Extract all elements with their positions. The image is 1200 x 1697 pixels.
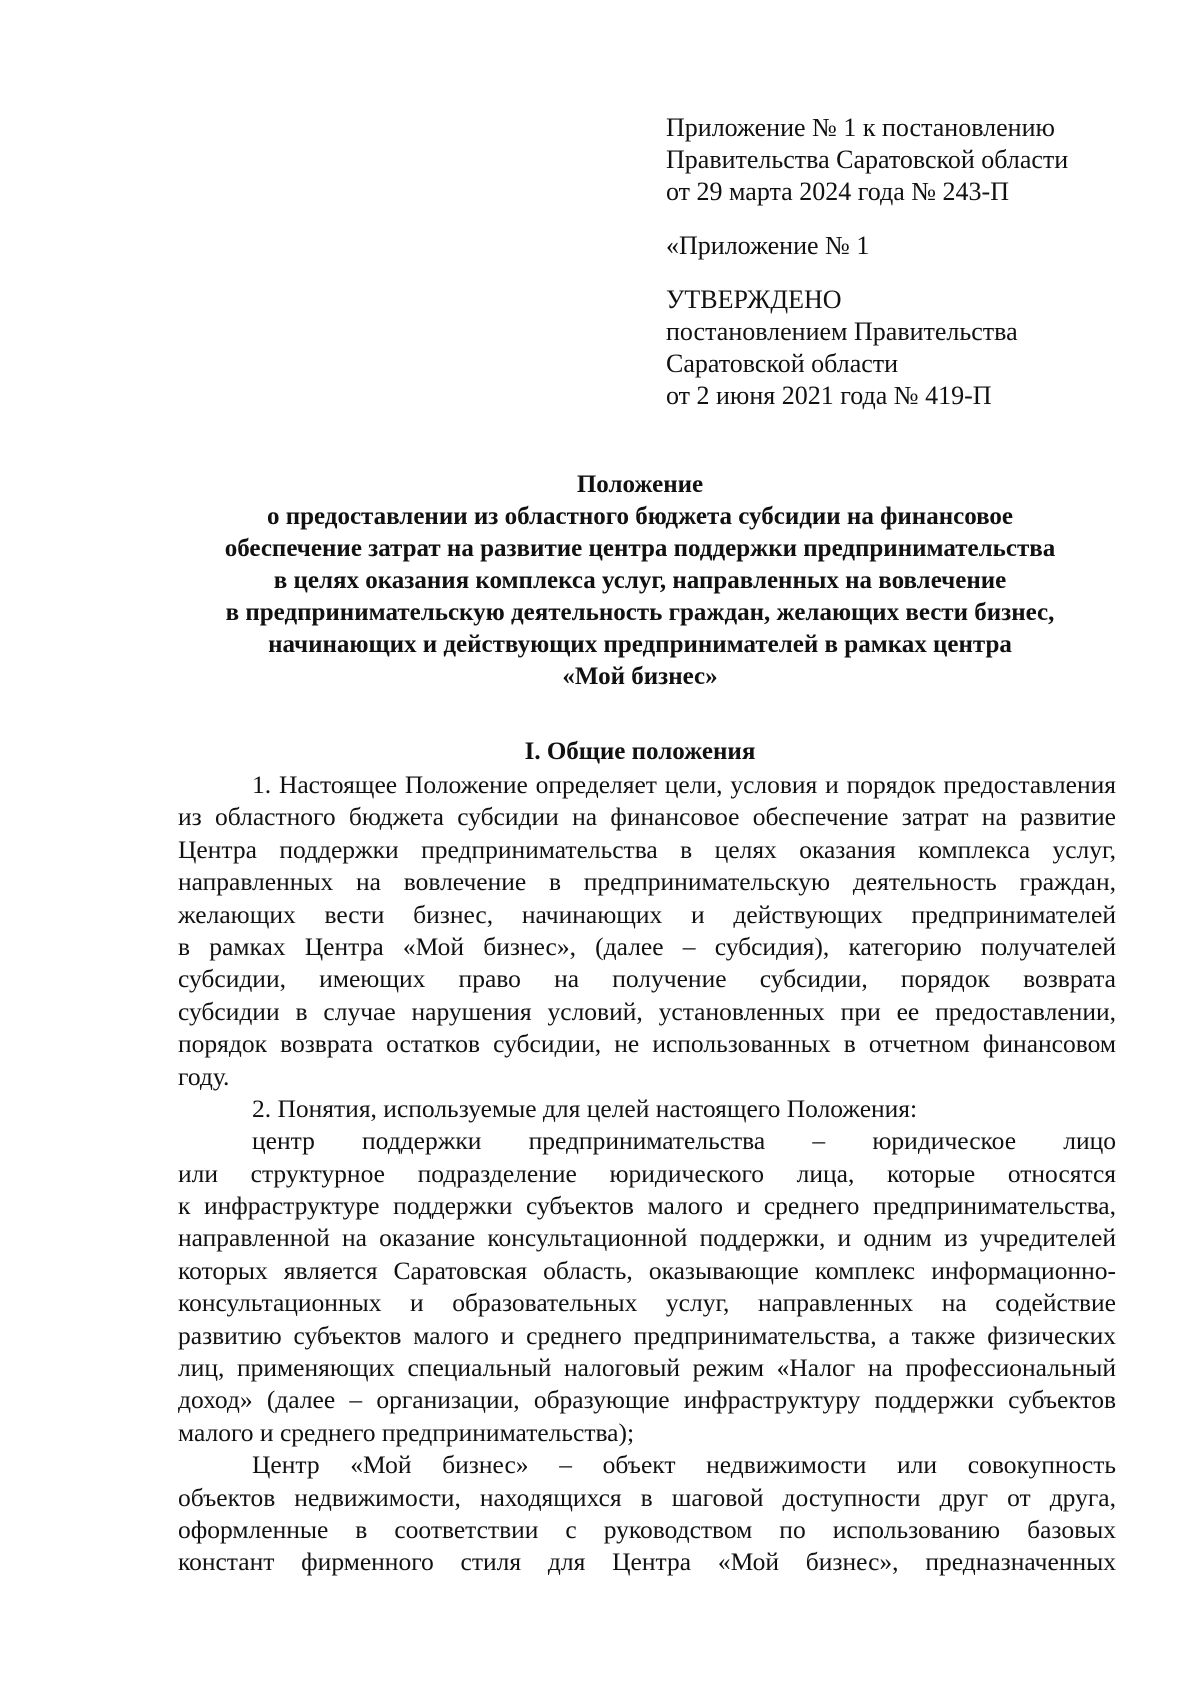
appendix-block — [666, 112, 1166, 412]
body-line: малого и среднего предпринимательства); — [178, 1417, 635, 1447]
body-line: направленной на оказание консультационной поддержки, и одним из учредителей — [178, 1223, 1116, 1253]
body-line: 1. Настоящее Положение определяет цели, условия и порядок предоставления — [252, 770, 1116, 799]
approval-stamp-heading: УТВЕРЖДЕНО — [666, 285, 842, 314]
body-line: доход» (далее – организации, образующие инфраструктуру поддержки субъектов — [178, 1385, 1116, 1415]
section-heading: I. Общие положения — [524, 738, 756, 765]
appendix-line: от 29 марта 2024 года № 243-П — [666, 177, 1009, 206]
body-line: консультационных и образовательных услуг, направленных на содействие — [178, 1288, 1116, 1318]
document-title — [170, 469, 1110, 693]
title-line: о предоставлении из областного бюджета субсидии на финансовое — [266, 503, 1014, 530]
body-line: развитию субъектов малого и среднего предпринимательства, а также физических — [178, 1320, 1116, 1350]
appendix-line: Приложение № 1 к постановлению — [666, 113, 1055, 142]
title-line: «Мой бизнес» — [562, 663, 718, 690]
body-line: субсидии в случае нарушения условий, установленных при ее предоставлении, — [178, 996, 1116, 1026]
body-line: лиц, применяющих специальный налоговый режим «Налог на профессиональный — [178, 1353, 1116, 1383]
body-line: объектов недвижимости, находящихся в шаговой доступности друг от друга, — [178, 1482, 1116, 1512]
body-line: в рамках Центра «Мой бизнес», (далее – субсидия), категорию получателей — [178, 931, 1116, 961]
body-line: году. — [178, 1061, 230, 1091]
body-line: центр поддержки предпринимательства – юридическое лицо — [252, 1126, 1116, 1156]
title-line: начинающих и действующих предпринимателей в рамках центра — [268, 631, 1012, 658]
approval-line: от 2 июня 2021 года № 419-П — [666, 381, 992, 410]
approval-line: постановлением Правительства — [666, 317, 1018, 346]
body-line: или структурное подразделение юридического лица, которые относятся — [178, 1158, 1116, 1188]
body-text — [178, 769, 1116, 1579]
body-line: к инфраструктуре поддержки субъектов малого и среднего предпринимательства, — [178, 1191, 1116, 1221]
title-line: в предпринимательскую деятельность граждан, желающих вести бизнес, — [225, 599, 1055, 626]
body-line: которых является Саратовская область, оказывающие комплекс информационно- — [178, 1255, 1116, 1285]
title-line: обеспечение затрат на развитие центра поддержки предпринимательства — [224, 535, 1056, 562]
title-line: Положение — [576, 471, 704, 498]
body-line: порядок возврата остатков субсидии, не использованных в отчетном финансовом — [178, 1029, 1116, 1059]
appendix-line: «Приложение № 1 — [666, 231, 870, 260]
body-line: направленных на вовлечение в предпринимательскую деятельность граждан, — [178, 867, 1116, 897]
approval-line: Саратовской области — [666, 349, 899, 378]
body-line: из областного бюджета субсидии на финансовое обеспечение затрат на развитие — [178, 802, 1116, 832]
appendix-line: Правительства Саратовской области — [666, 145, 1069, 174]
body-line: желающих вести бизнес, начинающих и действующих предпринимателей — [178, 899, 1116, 929]
title-line: в целях оказания комплекса услуг, направленных на вовлечение — [273, 567, 1007, 594]
body-line: Центра поддержки предпринимательства в целях оказания комплекса услуг, — [178, 834, 1116, 864]
body-line: Центр «Мой бизнес» – объект недвижимости или совокупность — [252, 1450, 1116, 1480]
body-line: оформленные в соответствии с руководством по использованию базовых — [178, 1514, 1116, 1544]
body-line: 2. Понятия, используемые для целей настоящего Положения: — [252, 1093, 918, 1123]
body-line: субсидии, имеющих право на получение субсидии, порядок возврата — [178, 964, 1116, 994]
body-line: констант фирменного стиля для Центра «Мой бизнес», предназначенных — [178, 1547, 1116, 1577]
